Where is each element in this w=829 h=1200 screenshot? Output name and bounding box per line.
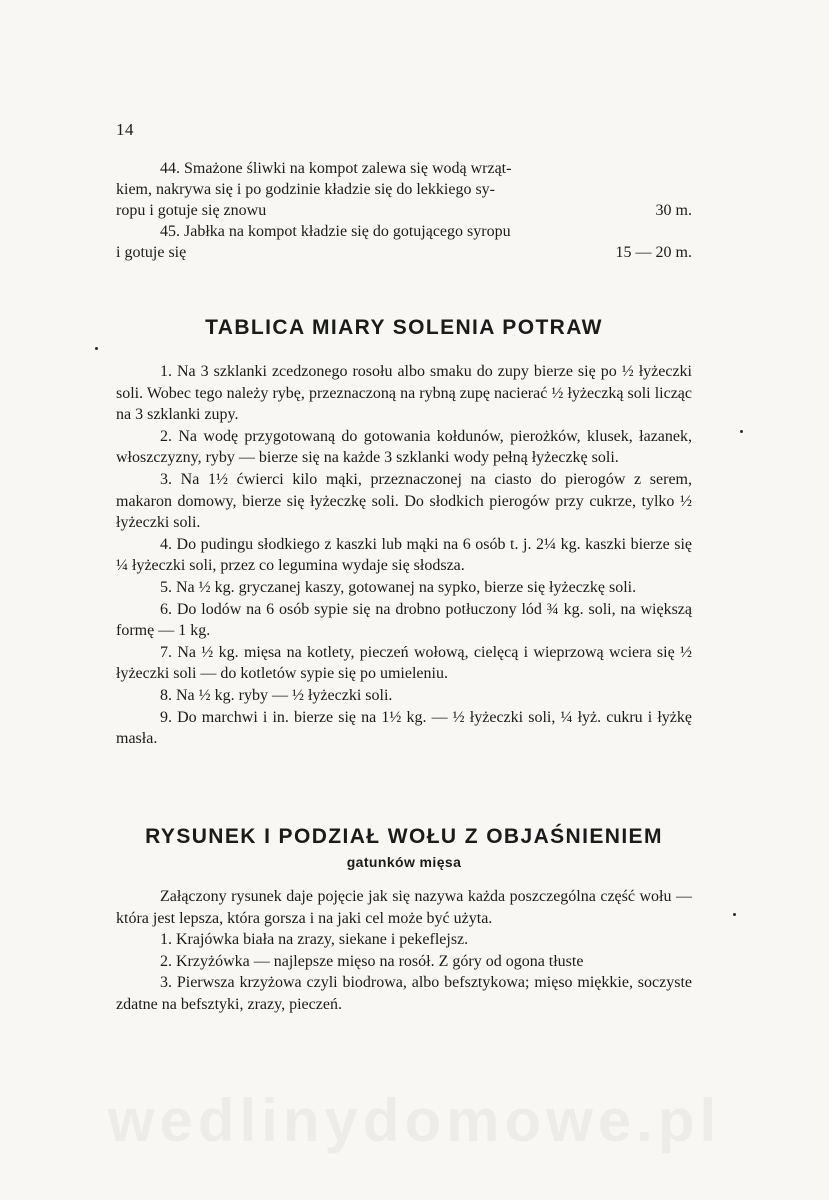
salting-paragraph-5: 5. Na ½ kg. gryczanej kaszy, gotowanej na sypko, bierze się łyżeczkę soli. <box>160 578 637 596</box>
salting-table-paragraphs <box>116 361 692 750</box>
salting-paragraph-3: 3. Na 1½ ćwierci kilo mąki, przeznaczonej na ciasto do pierogów z serem, makaron domowy, bierze się łyżeczkę soli. Do słodkich pierogów przy cukrze, tylko ½ łyżeczki soli. <box>116 470 692 532</box>
salting-paragraph-6: 6. Do lodów na 6 osób sypie się na drobno potłuczony lód ¾ kg. soli, na większą formę — 1 kg. <box>116 600 692 640</box>
print-speck <box>740 430 743 433</box>
salting-paragraph-9: 9. Do marchwi i in. bierze się na 1½ kg. — ½ łyżeczki soli, ¼ łyż. cukru i łyżkę masła. <box>116 708 692 748</box>
compote-instructions <box>116 158 692 263</box>
salting-paragraph-1: 1. Na 3 szklanki zcedzonego rosołu albo smaku do zupy bierze się po ½ łyżeczki soli. Wobec tego należy rybę, przeznaczoną na rybną zupę nacierać ½ łyżeczką soli licząc na 3 szklanki zupy. <box>116 363 692 424</box>
item-44-line-2: kiem, nakrywa się i po godzinie kładzie się do lekkiego sy- <box>116 181 496 198</box>
salting-table-title: TABLICA MIARY SOLENIA POTRAW <box>205 316 603 339</box>
salting-paragraph-4: 4. Do pudingu słodkiego z kaszki lub mąki na 6 osób t. j. 2¼ kg. kaszki bierze się ¼ łyżeczki soli, przez co legumina wydaje się słodsza. <box>116 535 692 575</box>
item-45-line-2 <box>116 242 692 263</box>
item-45-time: 15 — 20 m. <box>615 244 692 261</box>
beef-cut-2: 2. Krzyżówka — najlepsze mięso na rosół. Z góry od ogona tłuste <box>160 952 584 970</box>
print-speck <box>733 913 736 916</box>
item-45-line-1: 45. Jabłka na kompot kładzie się do gotującego syropu <box>160 223 511 240</box>
beef-cuts-title: RYSUNEK I PODZIAŁ WOŁU Z OBJAŚNIENIEM <box>145 825 663 848</box>
salting-paragraph-8: 8. Na ½ kg. ryby — ½ łyżeczki soli. <box>160 686 393 704</box>
item-44-line-1: 44. Smażone śliwki na kompot zalewa się wodą wrząt- <box>160 160 512 177</box>
item-44-line-3 <box>116 200 692 221</box>
beef-cut-3: 3. Pierwsza krzyżowa czyli biodrowa, albo befsztykowa; mięso miękkie, soczyste zdatne na befsztyki, zrazy, pieczeń. <box>116 974 692 1013</box>
item-44-line-3-text: ropu i gotuje się znowu <box>116 202 267 219</box>
beef-cut-1: 1. Krajówka biała na zrazy, siekane i pekeflejsz. <box>160 931 469 949</box>
beef-cuts-subtitle: gatunków mięsa <box>346 854 462 870</box>
beef-cuts-paragraphs <box>116 886 692 1016</box>
site-watermark <box>0 1086 829 1155</box>
page-number: 14 <box>116 120 134 139</box>
item-44-time: 30 m. <box>655 202 692 219</box>
item-45-line-2-text: i gotuje się <box>116 244 187 261</box>
salting-paragraph-7: 7. Na ½ kg. mięsa na kotlety, pieczeń wołową, cielęcą i wieprzową wciera się ½ łyżeczki soli — do kotletów sypie się po umieleniu. <box>116 643 692 683</box>
salting-paragraph-2: 2. Na wodę przygotowaną do gotowania kołdunów, pierożków, klusek, łazanek, włoszczyzny, ryby — bierze się na każde 3 szklanki wody pełną łyżeczkę soli. <box>116 427 692 467</box>
salting-table-section <box>116 316 692 750</box>
print-speck <box>95 347 98 350</box>
beef-cuts-section <box>116 825 692 1016</box>
beef-cuts-intro: Załączony rysunek daje pojęcie jak się nazywa każda poszczególna część wołu — która jest lepsza, która gorsza i na jaki cel może być użyta. <box>116 888 692 927</box>
